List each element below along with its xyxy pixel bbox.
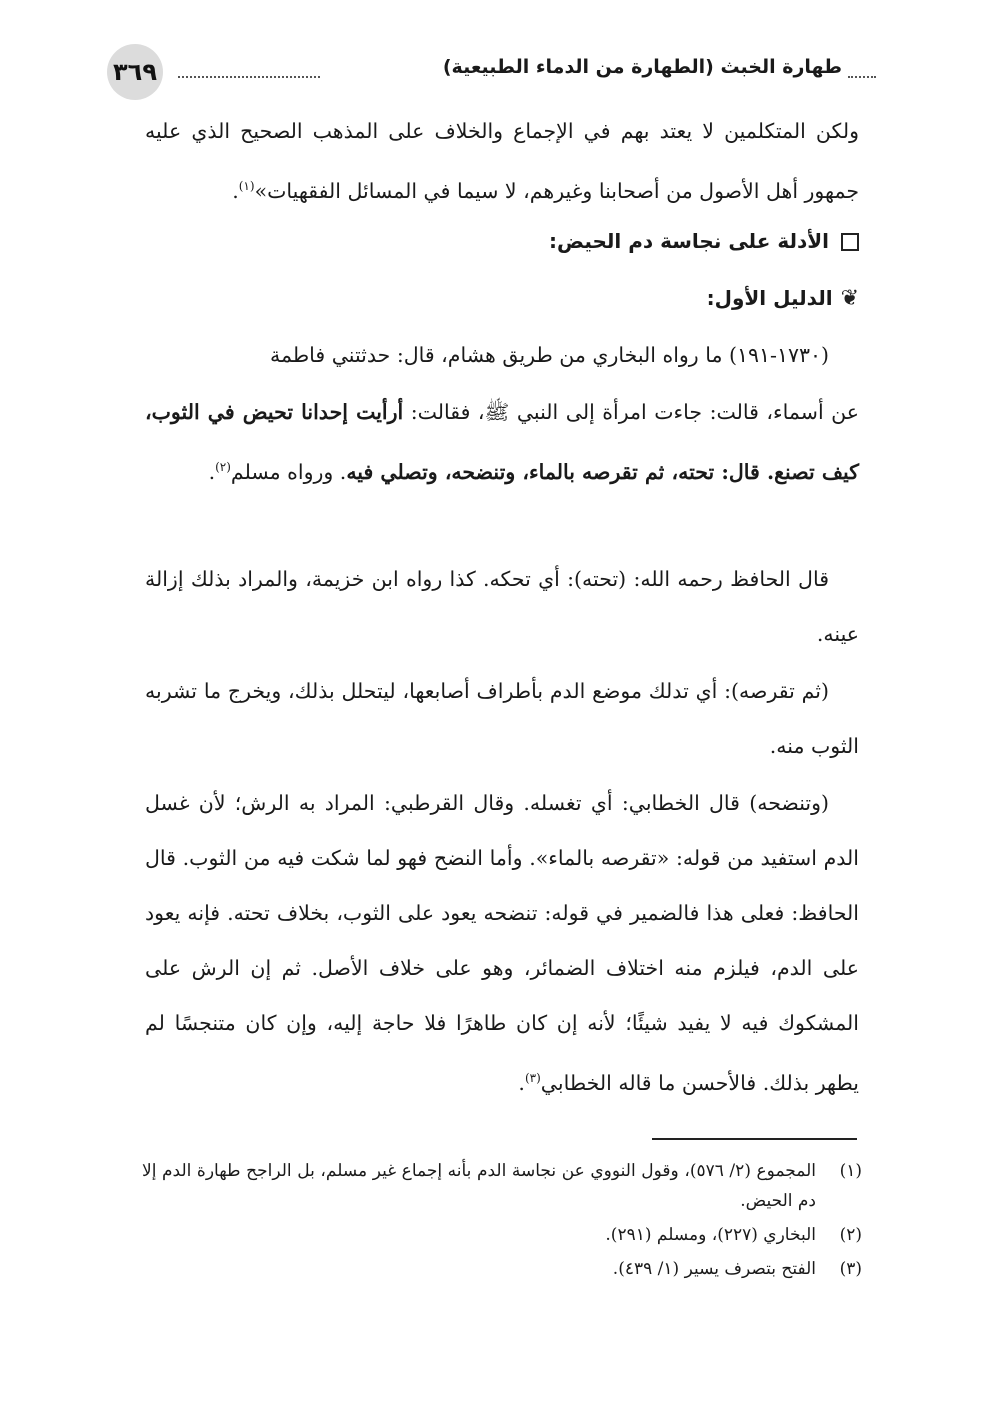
header-dots-left <box>178 56 320 78</box>
section-heading <box>549 214 859 269</box>
footnote-ref-1: (١) <box>238 179 255 193</box>
running-title: طهارة الخبث (الطهارة من الدماء الطبيعية) <box>442 56 842 78</box>
subheading <box>707 271 859 326</box>
checkbox-square-icon <box>841 233 859 251</box>
leaf-ornament-icon: ❦ <box>840 286 859 311</box>
page-number <box>107 44 163 100</box>
page-number-text: ٣٦٩ <box>113 58 157 86</box>
section-heading-text: الأدلة على نجاسة دم الحيض: <box>549 229 829 253</box>
footnote-separator <box>652 1138 857 1140</box>
footnote-item <box>142 1156 862 1216</box>
hadith-chain: (١٧٣٠-١٩١) ما رواه البخاري من طريق هشام، قال: حدثتني فاطمة <box>269 343 829 367</box>
footnote-number: (١) <box>839 1161 862 1181</box>
intro-end: . <box>232 178 239 203</box>
footnote-ref-2: (٢) <box>215 460 231 474</box>
hadith-end: . <box>208 459 216 484</box>
footnote-text: الفتح بتصرف يسير (١/ ٤٣٩). <box>612 1259 816 1279</box>
hafiz-paragraph: قال الحافظ رحمه الله: (تحته): أي تحكه. كذا رواه ابن خزيمة، والمراد بذلك إزالة عينه. <box>145 567 859 646</box>
nadh-end: . <box>518 1070 525 1095</box>
header-dots-right <box>848 56 876 78</box>
hadith-after: . ورواه مسلم <box>230 459 347 484</box>
intro-text: ولكن المتكلمين لا يعتد بهم في الإجماع والخلاف على المذهب الصحيح الذي عليه جمهور أهل الأصول من أصحابنا وغيرهم، لا سيما في المسائل الفقهيات» <box>145 119 859 203</box>
footnote-number: (٣) <box>839 1259 862 1279</box>
footnote-text: البخاري (٢٢٧)، ومسلم (٢٩١). <box>605 1225 816 1245</box>
hadith-paragraph <box>145 385 859 500</box>
footnote-item <box>142 1254 862 1284</box>
footnote-ref-3: (٣) <box>524 1071 541 1085</box>
footnote-text: المجموع (٢/ ٥٧٦)، وقول النووي عن نجاسة الدم بأنه إجماع غير مسلم، بل الراجح طهارة الدم إلا دم الحيض. <box>142 1161 816 1211</box>
footnotes <box>142 1156 862 1288</box>
footnote-number: (٢) <box>839 1225 862 1245</box>
intro-paragraph <box>145 104 859 219</box>
subheading-text: الدليل الأول: <box>706 286 833 310</box>
nadh-text: (وتنضحه) قال الخطابي: أي تغسله. وقال القرطبي: المراد به الرش؛ لأن غسل الدم استفيد من قوله: «تقرصه بالماء». وأما النضح فهو لما شكت فيه من الثوب. قال الحافظ: فعلى هذا فالضمير في قوله: تنضحه يعود على الثوب، بخلاف تحته. فإنه يعود على الدم، فيلزم منه اختلاف الضمائر، وهو على خلاف الأصل. ثم إن الرش على المشكوك فيه لا يفيد شيئًا؛ لأنه إن كان طاهرًا فلا حاجة إليه، وإن كان متنجسًا لم يطهر بذلك. فالأحسن ما قاله الخطابي <box>145 791 859 1095</box>
nadh-paragraph <box>145 776 859 1111</box>
hadith-bold-text: أرأيت إحدانا تحيض في الثوب، كيف تصنع. قال: تحته، ثم تقرصه بالماء، وتنضحه، وتصلي فيه <box>145 400 859 484</box>
hadith-intro: عن أسماء، قالت: جاءت امرأة إلى النبي ﷺ، فقالت: <box>403 400 859 424</box>
footnote-item <box>142 1220 862 1250</box>
qurs-paragraph: (ثم تقرصه): أي تدلك موضع الدم بأطراف أصابعها، ليتحلل بذلك، ويخرج ما تشربه الثوب منه. <box>145 679 859 758</box>
